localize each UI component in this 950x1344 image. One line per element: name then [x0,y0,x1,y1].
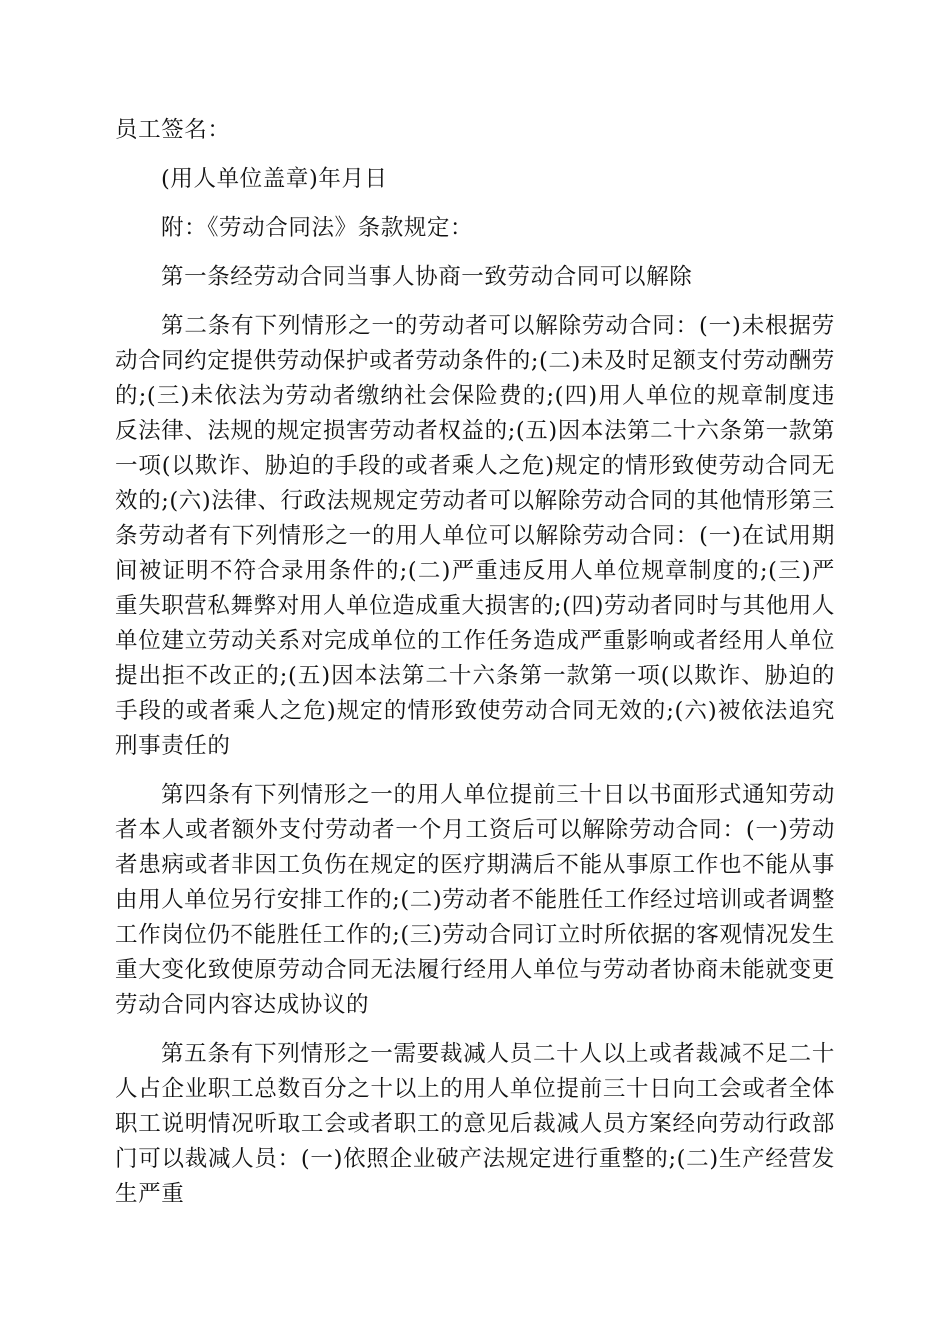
article-5: 第五条有下列情形之一需要裁减人员二十人以上或者裁减不足二十人占企业职工总数百分之十以上的用人单位提前三十日向工会或者全体职工说明情况听取工会或者职工的意见后裁减人员方案经向劳动行政部门可以裁减人员：(一)依照企业破产法规定进行重整的;(二)生产经营发生严重 [115,1041,835,1207]
article-1: 第一条经劳动合同当事人协商一致劳动合同可以解除 [161,264,693,290]
article-4: 第四条有下列情形之一的用人单位提前三十日以书面形式通知劳动者本人或者额外支付劳动者一个月工资后可以解除劳动合同：(一)劳动者患病或者非因工负伤在规定的医疗期满后不能从事原工作也不能从事由用人单位另行安排工作的;(二)劳动者不能胜任工作经过培训或者调整工作岗位仍不能胜任工作的;(三)劳动合同订立时所依据的客观情况发生重大变化致使原劳动合同无法履行经用人单位与劳动者协商未能就变更劳动合同内容达成协议的 [115,782,835,1018]
appendix-heading: 附：《劳动合同法》条款规定： [161,215,474,241]
employer-seal-date-line: (用人单位盖章)年月日 [161,166,388,192]
document-body [115,113,835,1226]
article-2-3: 第二条有下列情形之一的劳动者可以解除劳动合同：(一)未根据劳动合同约定提供劳动保护或者劳动条件的;(二)未及时足额支付劳动酬劳的;(三)未依法为劳动者缴纳社会保险费的;(四)用人单位的规章制度违反法律、法规的规定损害劳动者权益的;(五)因本法第二十六条第一款第一项(以欺诈、胁迫的手段的或者乘人之危)规定的情形致使劳动合同无效的;(六)法律、行政法规规定劳动者可以解除劳动合同的其他情形第三条劳动者有下列情形之一的用人单位可以解除劳动合同：(一)在试用期间被证明不符合录用条件的;(二)严重违反用人单位规章制度的;(三)严重失职营私舞弊对用人单位造成重大损害的;(四)劳动者同时与其他用人单位建立劳动关系对完成单位的工作任务造成严重影响或者经用人单位提出拒不改正的;(五)因本法第二十六条第一款第一项(以欺诈、胁迫的手段的或者乘人之危)规定的情形致使劳动合同无效的;(六)被依法追究刑事责任的 [115,313,835,759]
employee-signature-line: 员工签名： [115,117,231,143]
